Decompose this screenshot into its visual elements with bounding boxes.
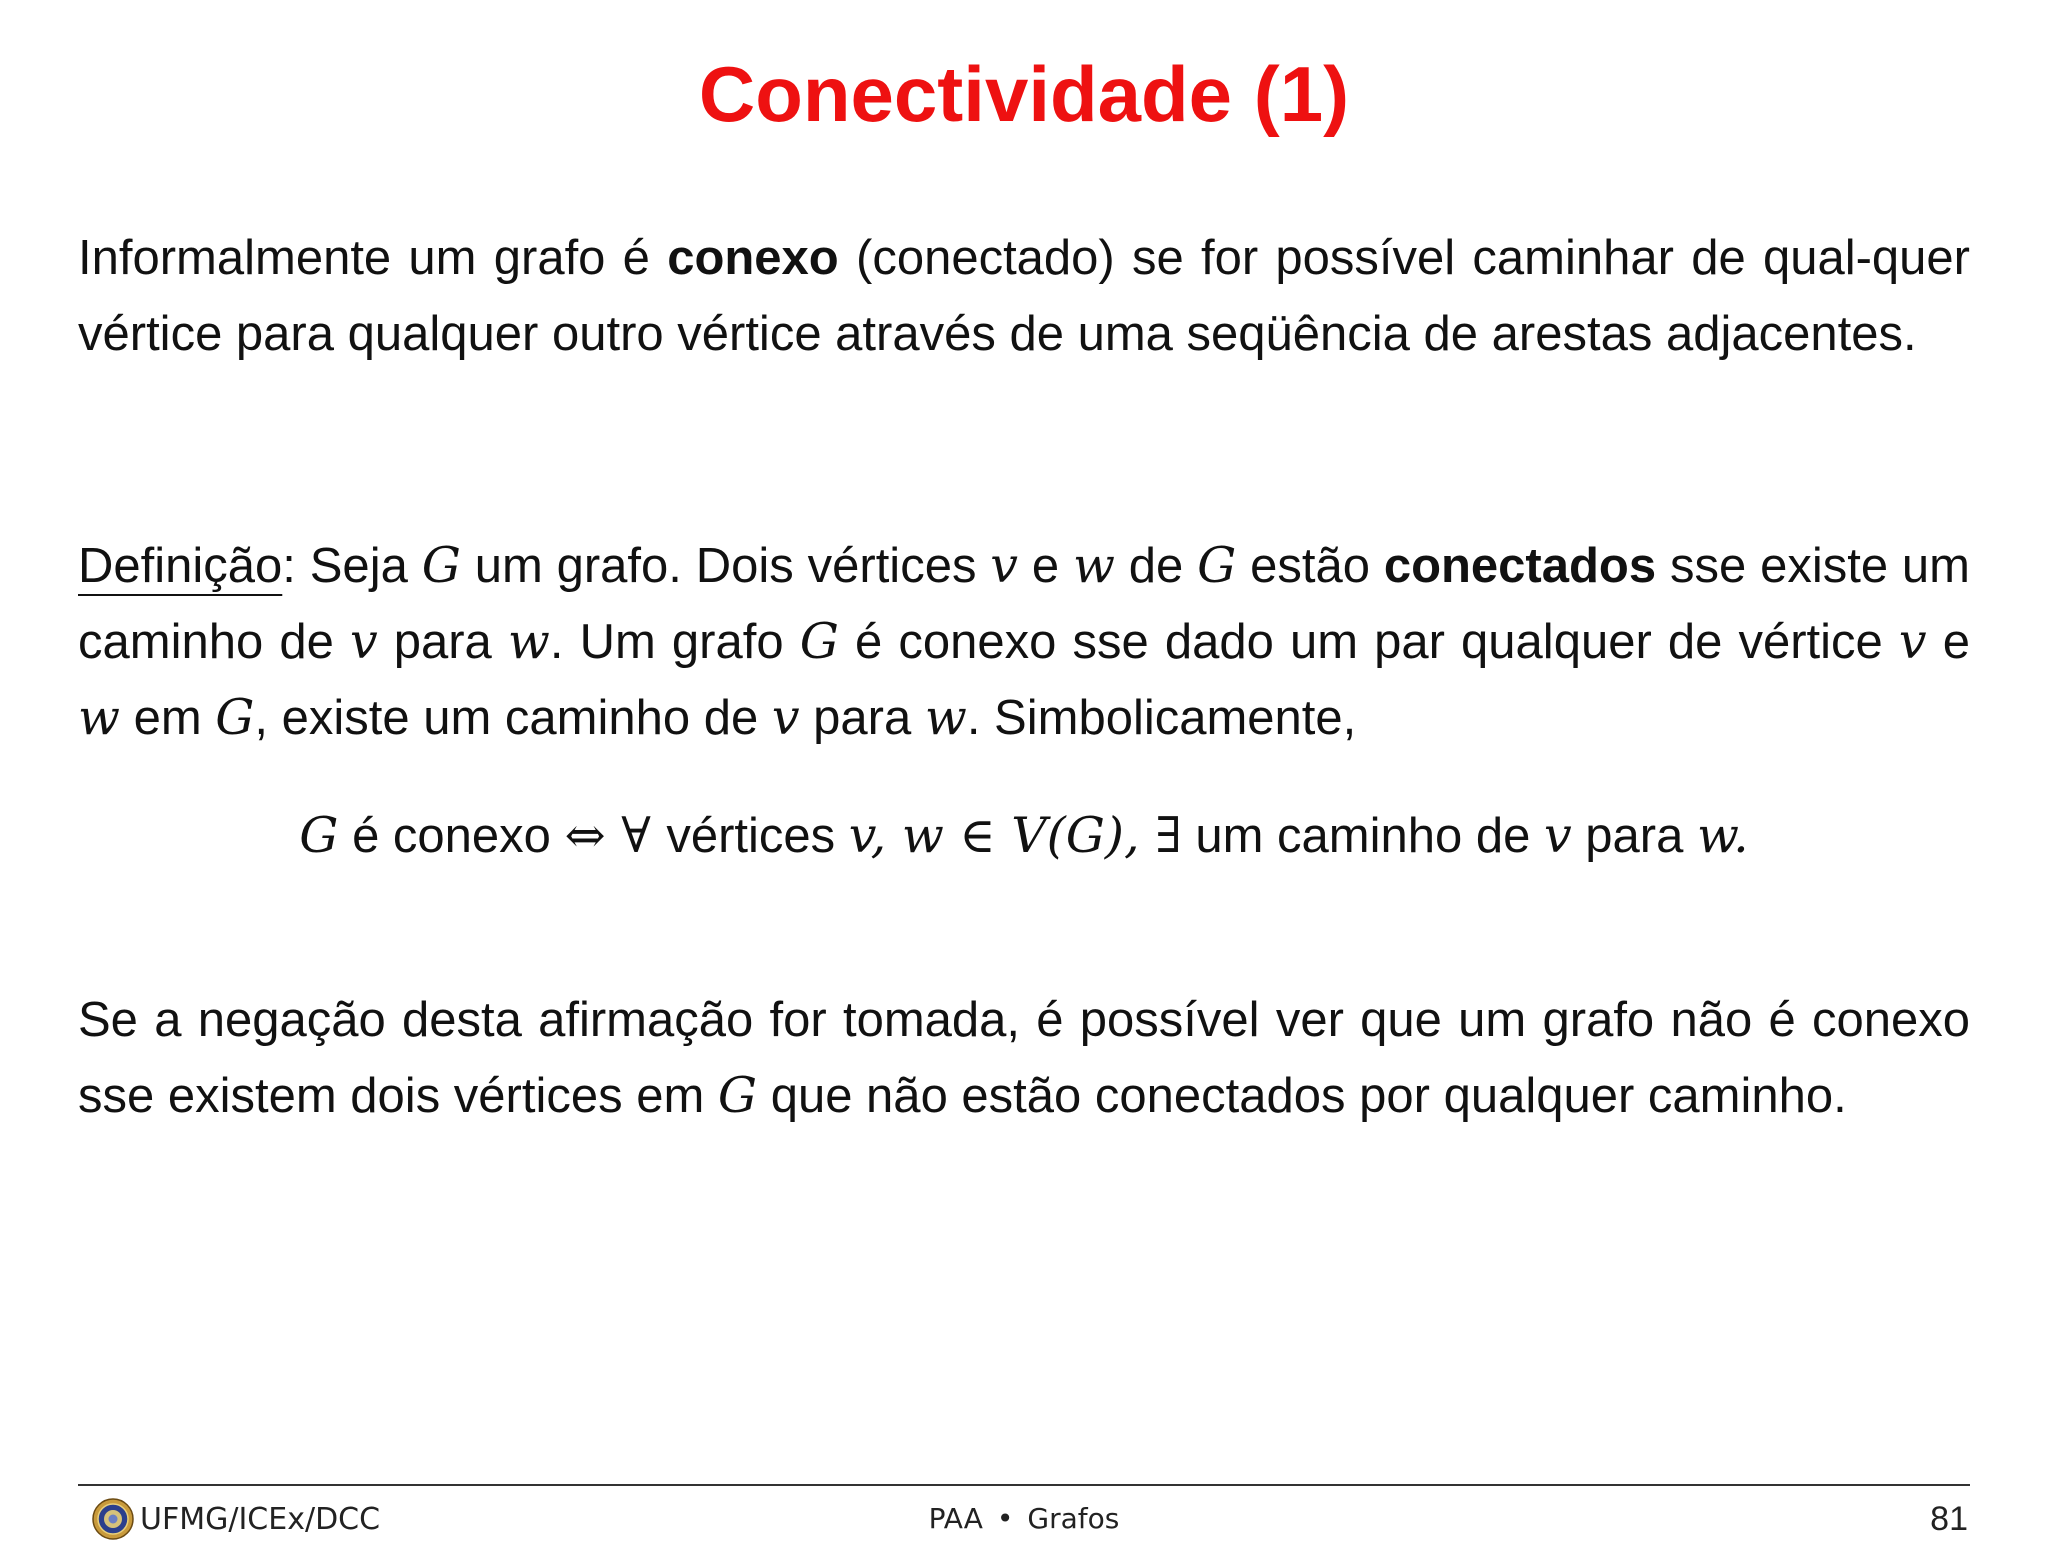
def-text: Seja [295, 539, 422, 593]
element-of-symbol: ∈ [943, 807, 1012, 864]
math-var: w [1072, 537, 1115, 594]
footer-course [0, 1494, 2048, 1544]
intro-text-2: (conectado) se for possível caminhar de qual-quer vértice para qualquer outro vértice através de uma seqüência de arestas adjacentes. [78, 231, 1970, 361]
math-var: v [1543, 807, 1572, 864]
def-text: em [119, 691, 216, 745]
def-text: e [1926, 615, 1970, 669]
intro-paragraph [78, 220, 1970, 372]
math-var: G [799, 613, 839, 670]
definition-label: Definição [78, 539, 283, 593]
negation-paragraph [78, 982, 1970, 1134]
formula-text: é conexo [338, 809, 565, 863]
formula-text: para [1571, 809, 1697, 863]
footer-institution-text: UFMG/ICEx/DCC [140, 1501, 381, 1537]
exists-symbol: ∃ [1155, 807, 1182, 864]
math-var: w [78, 689, 120, 746]
def-text: . Simbolicamente, [966, 691, 1357, 745]
math-var: G [717, 1067, 758, 1124]
iff-symbol: ⇔ [564, 807, 606, 864]
math-var: v [1898, 613, 1927, 670]
math-var: G [299, 807, 339, 864]
intro-bold-conexo: conexo [667, 231, 839, 285]
def-text: de [1114, 539, 1198, 593]
def-text: , existe um caminho de [254, 691, 772, 745]
vertex-set: V(G), [1011, 807, 1156, 864]
neg-text-1: Se a negação desta afirmação for tomada, é possível ver que um grafo não é conexo sse existem dois vértices em [78, 993, 1970, 1123]
def-text: é conexo sse dado um par qualquer de vértice [838, 615, 1899, 669]
footer-course-name: PAA [928, 1502, 983, 1535]
def-colon: : [282, 539, 296, 593]
math-var: w [507, 613, 550, 670]
math-var: G [1197, 537, 1237, 594]
math-var: v [990, 537, 1018, 594]
math-var: w. [1696, 807, 1749, 864]
def-text: para [799, 691, 925, 745]
footer-topic: Grafos [1027, 1502, 1120, 1535]
footer-divider [78, 1484, 1970, 1486]
slide-title: Conectividade (1) [698, 50, 1350, 138]
intro-text-1: Informalmente um grafo é [78, 231, 668, 285]
math-var: G [215, 689, 255, 746]
forall-symbol: ∀ [605, 807, 667, 864]
def-text: um grafo. Dois vértices [460, 539, 991, 593]
math-vars: v, w [848, 807, 944, 864]
math-var: v [771, 689, 800, 746]
definition-paragraph [78, 528, 1970, 756]
connectivity-formula [0, 798, 2048, 874]
def-text: estão [1236, 539, 1384, 593]
page-number: 81 [1930, 1500, 1968, 1538]
def-bold-conectados: conectados [1383, 539, 1657, 593]
footer-bullet: • [996, 1502, 1014, 1535]
neg-text-2: que não estão conectados por qualquer caminho. [757, 1069, 1847, 1123]
math-var: G [421, 537, 461, 594]
def-text: sse existe um caminho de [78, 539, 1970, 669]
math-var: w [924, 689, 967, 746]
math-var: v [349, 613, 378, 670]
def-text: . Um grafo [549, 615, 800, 669]
formula-text: um caminho de [1181, 809, 1544, 863]
formula-text: vértices [666, 809, 849, 863]
def-text: para [377, 615, 508, 669]
def-text: e [1017, 539, 1073, 593]
